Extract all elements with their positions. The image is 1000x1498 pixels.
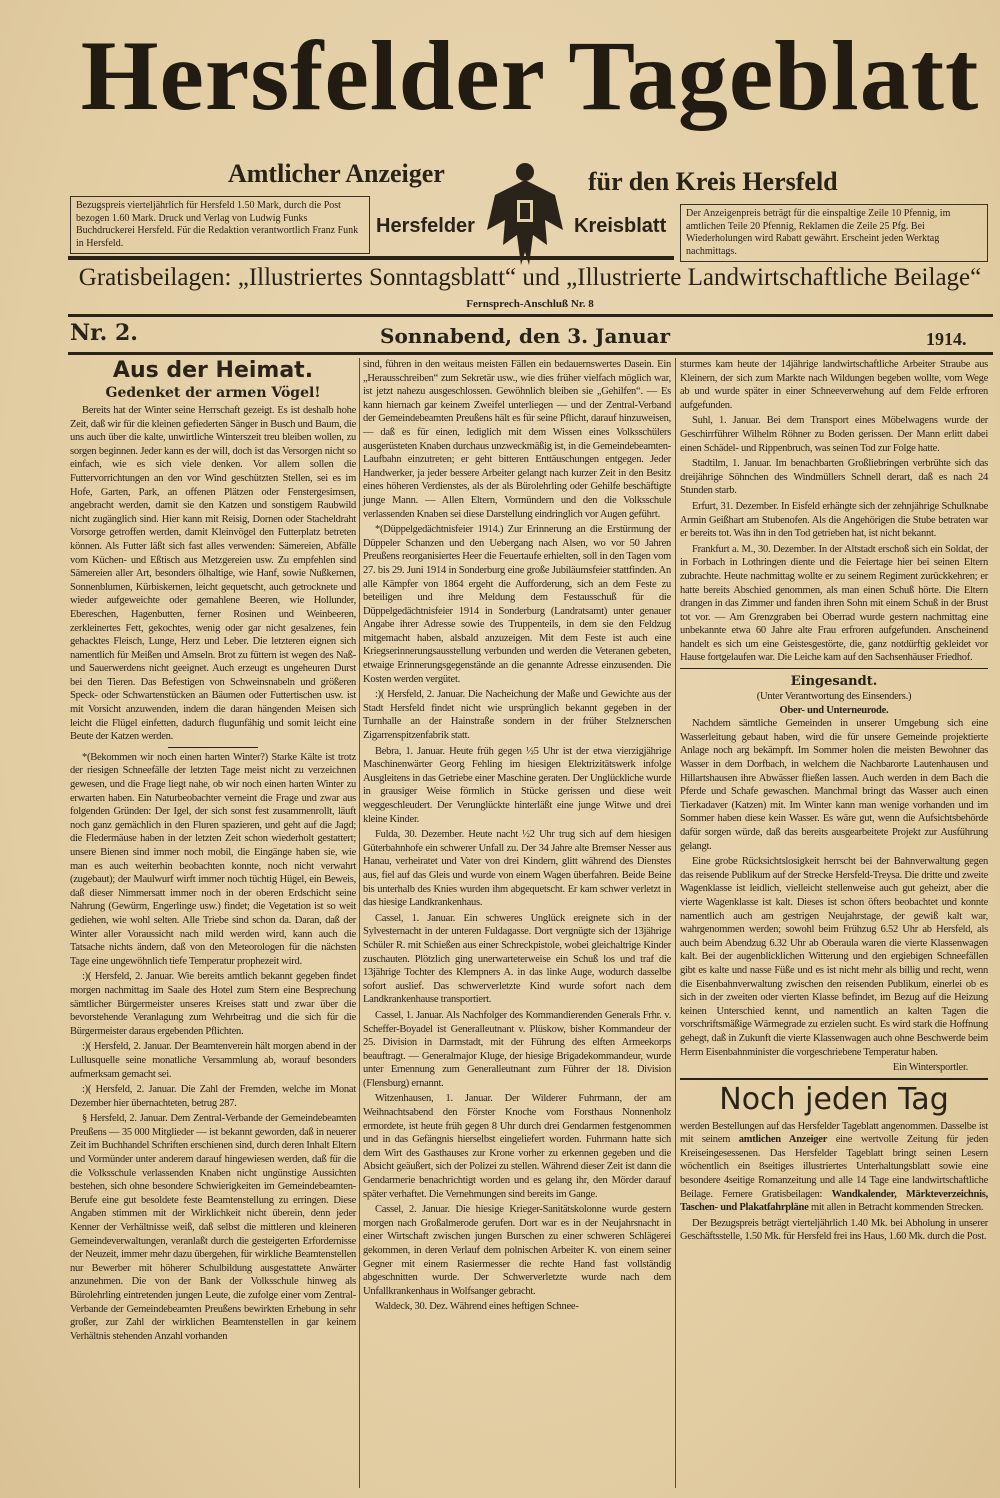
- separator: [680, 1078, 988, 1080]
- article-paragraph: Cassel, 2. Januar. Die hiesige Krieger-Sanitätskolonne wurde gestern morgen nach Großalmerode gerufen. Dort war es in der Neujahrsnacht in einer Wirtschaft zwischen jungen Burschen zu einer schweren Schlägerei gekommen, in deren Verlauf dem polnischen Arbeiter K. von einem seiner Gegner mit einem Rasiermesser die rechte Hand fast vollständig abgeschnitten wurde. Der Schwerverletzte wurde nach dem Unfallkrankenhaus in Wolfsanger gebracht.: [363, 1204, 671, 1297]
- separator: [680, 668, 988, 669]
- article-paragraph: :)( Hersfeld, 2. Januar. Wie bereits amtlich bekannt gegeben findet morgen nachmittag im Saale des Hotel zum Stern eine Besprechung sämtlicher Bürgermeister unseres Kreises statt und zwar über die bevorstehende Veranlagung zum Wehrbeitrag und die sich für die Bürgermeister daraus ergebenden Pflichten.: [70, 971, 356, 1037]
- column-divider: [675, 358, 676, 1488]
- issue-date: Sonnabend, den 3. Januar: [380, 324, 671, 348]
- article-paragraph: Erfurt, 31. Dezember. In Eisfeld erhängte sich der zehnjährige Schulknabe Armin Geißhart am Stubenofen. Als die Angehörigen die Stube betraten war er bereits tot. Was ihn in den Tod getrieben hat, ist nicht bekannt.: [680, 500, 988, 540]
- article-paragraph: Cassel, 1. Januar. Als Nachfolger des Kommandierenden Generals Frhr. v. Scheffer-Boyadel ist Generalleutnant v. Plüskow, bisher Kommandeur der 25. Division in Darmstadt, mit der Führung des elften Armeekorps beauftragt. — Generalmajor Kluge, der hiesige Brigadekommandeur, wurde unter Ernennung zum Generalleutnant zum Führer der 18. Division (Flensburg) ernannt.: [363, 1009, 671, 1089]
- emblem-label-left: Hersfelder: [376, 215, 475, 237]
- column-divider: [359, 358, 360, 1488]
- telephone-line: Fernsprech-Anschluß Nr. 8: [466, 298, 594, 310]
- advert-heading: Noch jeden Tag: [719, 1081, 949, 1117]
- issue-year: 1914.: [926, 329, 967, 349]
- eingesandt-place: Ober- und Unterneurode.: [779, 704, 889, 716]
- eingesandt-heading: Eingesandt.: [790, 674, 878, 690]
- article-paragraph: Witzenhausen, 1. Januar. Der Wilderer Fuhrmann, der am Weihnachtsabend den Förster Knoche vom Forsthaus Nonnenholz ermordete, ist heute früh gegen 8 Uhr durch drei Gendarmen festgenommen und in das Gefängnis hierselbst eingeliefert worden. Fuhrmann hatte sich dem Wirt des Gasthauses zur Krone vorher zu erkennen gegeben und die Absicht geäußert, sich der Polizei zu stellen. Während dieser Zeit ist dann die Gendarmerie benachrichtigt worden und es gelang ihr, den Mörder darauf später verhaftet. Die Vernehmungen sind bereits im Gange.: [363, 1093, 671, 1200]
- article-paragraph: *(Düppelgedächtnisfeier 1914.) Zur Erinnerung an die Erstürmung der Düppeler Schanzen und den Uebergang nach Alsen, wo vor 50 Jahren Preußens reorganisiertes Heer die Feuertaufe erhielten, soll in den Tagen vom 27. bis 29. Juni 1914 in Sonderburg eine große Jubiläumsfeier stattfinden. An alle Kämpfer von 1864 ergeht die Aufforderung, sich an dem Feste zu beteiligen und ihre Meldung dem Festausschuß für die Düppelgedächtnisfeier 1914 in Sonderburg (Landratsamt) unter genauer Angabe ihrer Adresse sowie des Truppenteils, in dem sie den Feldzug mitgemacht haben, alsbald anzuzeigen. Mit dem Feste ist auch eine Kriegserinnerungsausstellung verbunden und werden die Veteranen gebeten, etwaige Erinnerungsgegenstände an die genannte Adresse einzusenden. Die Kosten werden vergütet.: [363, 524, 671, 685]
- header-rule: [68, 314, 993, 317]
- article-paragraph: Nachdem sämtliche Gemeinden in unserer Umgebung sich eine Wasserleitung gebaut haben, wird die für unsere Gemeinde projektierte Anlage noch arg bekämpft. Im Sommer holen die meisten Bewohner das Wasser in dem Dorfbach, in welchem die Nachbarorte Lautenhausen und Hillartshausen ihre Abwässer fließen lassen. Auch werden in dem Bach die Pferde und Schafe gewaschen. Manchmal bringt das Wasser auch einen Tierkadaver (Katzen) mit. Im Winter kann man wenige vorhanden und im Sommer haben diese kein Wasser. Es wäre gut, wenn die Aufsichtsbehörde dafür sorgen würde, daß das bereits ausgearbeitete Projekt zur Ausführung gelangt.: [680, 718, 988, 852]
- article-paragraph: Eine grobe Rücksichtslosigkeit herrscht bei der Bahnverwaltung gegen das reisende Publikum auf der Strecke Hersfeld-Treysa. Die dritte und zweite Wagenklasse ist leidlich, vielleicht stellenweise auch gut geheizt, aber die vierte Wagenklasse ist kalt. Dieses ist schon öfters beobachtet und konnte namentlich auch am gestrigen Neujahrstage, der gewiß kalt war, wahrgenommen werden; sowohl beim Frühzug 6.52 Uhr ab Hersfeld, als auch beim Abendzug 6.32 Uhr ab Oberaula waren die vierte Klassenwagen kalt. Bei der augenblicklichen Witterung und den ergiebigen Schneefällen gibt es kalte und nasse Füße und es ist nicht mehr als billig und recht, wenn die Eisenbahnverwaltung zwischen den reisenden Publikum, einerlei ob es sich in der zweiten oder vierten Klasse befindet, im Bezug auf die Heizung keinen Unterschied kennt, und namentlich an kalten Tagen die vorschriftsmäßige Wärmegrade zu erzielen sucht. Es wird stark die Hoffnung gehegt, daß in Zukunft die vierte Klassenwagen auch ohne Beschwerde beim Herrn Eisenbahnminister die vorgeschriebene Temperatur haben.: [680, 856, 988, 1058]
- article-paragraph: Suhl, 1. Januar. Bei dem Transport eines Möbelwagens wurde der Geschirrführer Wilhelm Röhner zu Boden gerissen. Der Mann erlitt dabei einen Schädel- und Rippenbruch, was seinen Tod zur Folge hatte.: [680, 415, 988, 454]
- column-1: [70, 358, 356, 1345]
- subtitle-left: Amtlicher Anzeiger: [228, 159, 445, 188]
- advert-text-bold: amtlichen Anzeiger: [738, 1134, 828, 1146]
- article-paragraph: Cassel, 1. Januar. Ein schweres Unglück ereignete sich in der Sylvesternacht in der unteren Fuldagasse. Dort vergnügte sich der 13jährige Schüler R. mit Schießen aus einer Schreckpistole, wobei gleichaltrige Kinder zuschauten. Plötzlich ging unerwarteterweise ein Schuß los und traf die 13jährige Tochter des Klempners A. in das linke Auge, wodurch dasselbe sofort auslief. Das schwerverletzte Kind wurde sofort nach dem Landkrankenhause transportiert.: [363, 912, 671, 1006]
- advert-text: mit allen in Betracht kommenden Strecken.: [808, 1202, 984, 1214]
- advert-text: eine wertvolle Zeitung für jeden Kreiseingesessenen. Das Hersfelder Tageblatt bringt seinen Lesern wöchentlich ein 8seitiges illustriertes Unterhaltungsblatt sowie eine besondere 4seitige Romanzeitung und alle 14 Tage eine landwirtschaftliche Beilage. Fernere Gratisbeilagen:: [680, 1134, 989, 1200]
- article-paragraph: :)( Hersfeld, 2. Januar. Der Beamtenverein hält morgen abend in der Lullusquelle seine monatliche Versammlung ab, worauf besonders aufmerksam gemacht sei.: [70, 1041, 356, 1080]
- column-2: [363, 358, 671, 1316]
- article-title: Gedenket der armen Vögel!: [105, 385, 321, 401]
- article-paragraph: :)( Hersfeld, 2. Januar. Die Nacheichung der Maße und Gewichte aus der Stadt Hersfeld findet nicht wie ursprünglich bekannt gegeben in der Turnhalle an der Hainstraße sondern in der früher Stelznerschen Zigarrenspitzenfabrik statt.: [363, 689, 671, 742]
- advert-price-box: Der Anzeigenpreis beträgt für die einspaltige Zeile 10 Pfennig, im amtlichen Teile 20 Pfennig, Reklamen die Zeile 25 Pfg. Bei Wiederholungen wird Rabatt gewährt. Erscheint jeden Werktag nachmittags.: [680, 204, 988, 262]
- header-rule: [68, 352, 993, 355]
- column-3: [680, 358, 988, 1246]
- separator: [168, 747, 258, 748]
- article-paragraph: Bereits hat der Winter seine Herrschaft gezeigt. Es ist deshalb hohe Zeit, daß wir für die kleinen gefiederten Sänger in Busch und Baum, die uns auch über die kalte, unwirtliche Winterszeit treu bleiben wollen, zu sorgen beginnen. Jeder kann es der will, doch ist das Versorgen nicht so einfach, wie es sich viele denken. Vor allem sollen die Futtervorrichtungen an den vor Wind geschützten Stellen, sei es im Hofe, Garten, Park, an offenen Plätzen oder Fenstergesimsen, angebracht werden, damit sie den Katzen und sonstigem Raubwild nicht zugänglich sind. Hier kann mit Reisig, Dornen oder Stacheldraht Vorsorge getroffen werden, damit Kleinvögel den Futterplatz betreten können. Als Futter läßt sich fast alles verwenden: Sämereien, Abfälle vom Küchen- und Eßtisch aus Metzgereien usw. Zu empfehlen sind Sämereien aller Art, besonders ölhaltige, wie Hanf, sowie Nußkernen, Sonnenblumen, Kürbiskernen, leicht gequetscht, auch getrocknete und wieder aufgeweichte oder gemahlene Beeren, wie Hollunder, Ebereschen, Hagenbutten, ferner Rosinen und Weinbeeren, zerkleinertes Fett, gekochtes, wenig oder gar nicht gesalzenes, fein gehacktes Fleisch, Lunge, Herz und Leber. Die letzteren eignen sich namentlich für Meißen und Amseln. Brot zu füttern ist wegen des Naß- und Sauerwerdens nicht geeignet. Auch erzeugt es ungeheuren Durst bei den Tieren. Das Befestigen von Schweinsnabeln und größeren Speck- oder Schwartenstücken an Bäumen oder Futtertischen usw. ist mit Vorsicht anzuwenden, indem die daran hängenden Meisen sich leicht die Flügel einfetten, dadurch flugunfähig und somit leicht eine Beute der Katzen werden.: [70, 405, 356, 743]
- article-paragraph: sturmes kam heute der 14jährige landwirtschaftliche Arbeiter Straube aus Kleinern, der sich zum Markte nach Wildungen begeben wollte, vom Wege ab und wurde später in einer Schneeverwehung auf dem Felde erfroren aufgefunden.: [680, 359, 988, 411]
- section-heading: Aus der Heimat.: [112, 358, 314, 383]
- header-rule: [68, 256, 674, 260]
- article-paragraph: Frankfurt a. M., 30. Dezember. In der Altstadt erschoß sich ein Soldat, der in Forbach in Lothringen diente und die Feiertage hier bei seinen Eltern zubrachte. Heute nachmittag wollte er zu seinem Regiment zurückkehren; er hatte bereits Abschied genommen, als man einen Schuß hörte. Die Eltern drangen in das Zimmer und fanden ihren Sohn mit einem Schuß in der Brust tot vor. — Am Grenzgraben bei Oberrad wurde gestern nachmittag eine unbekannte etwa 60 Jahre alte Frau erfroren aufgefunden. Anscheinend handelt es sich um eine Geistesgestörte, die, ganz notdürftig gekleidet vor Hause fortgelaufen war. Die Leiche kam auf den Sachsenhäuser Friedhof.: [680, 543, 988, 664]
- article-paragraph: Waldeck, 30. Dez. Während eines heftigen Schnee-: [375, 1301, 579, 1313]
- subscription-advert: [680, 1082, 988, 1244]
- advert-text: werden Bestellungen auf das Hersfelder Tageblatt angenommen. Dasselbe ist mit seinem: [680, 1120, 988, 1146]
- subscription-box: Bezugspreis vierteljährlich für Hersfeld 1.50 Mark, durch die Post bezogen 1.60 Mark. Druck und Verlag von Ludwig Funks Buchdruckerei Hersfeld. Für die Redaktion verantwortlich Franz Funk in Hersfeld.: [70, 196, 370, 254]
- issue-number: Nr. 2.: [70, 320, 138, 346]
- eingesandt-note: (Unter Verantwortung des Einsenders.): [756, 691, 912, 703]
- article-paragraph: Stadtilm, 1. Januar. Im benachbarten Großliebringen verbrühte sich das dreijährige Söhnchen des Windmüllers Schnell derart, daß es nach 24 Stunden starb.: [680, 458, 988, 497]
- article-paragraph: :)( Hersfeld, 2. Januar. Die Zahl der Fremden, welche im Monat Dezember hier übernachteten, betrug 287.: [70, 1084, 356, 1109]
- article-paragraph: Fulda, 30. Dezember. Heute nacht ½2 Uhr trug sich auf dem hiesigen Güterbahnhofe ein schwerer Unfall zu. Der 34 Jahre alte Bremser Nesser aus Hanau, verheiratet und Vater von drei Kindern, glitt während des Dienstes aus, fiel auf das Gleis und wurde von einem Wagen überfahren. Beide Beine bis unterhalb des Knies wurden ihm abgequetscht. Er kam schwer verletzt in das hiesige Landkrankenhaus.: [363, 829, 671, 909]
- advert-text-bold: Wandkalender, Märkteverzeichnis, Taschen- und Plakatfahrpläne: [680, 1188, 988, 1214]
- article-paragraph: § Hersfeld, 2. Januar. Dem Zentral-Verbande der Gemeindebeamten Preußens — 35 000 Mitglieder — ist bekannt geworden, daß in neuerer Zeit im Buchhandel Schriften erschienen sind, durch deren Inhalt Eltern und Vormünder unter anderem darauf hingewiesen werden, daß für die die Volksschule verlassenden Knaben nicht ungünstige Aussichten bestehen, sich ohne besondere Schwierigkeiten im Gemeindebeamten-Berufe eine gut besoldete feste Beamtenstellung zu erringen. Diese Angaben stimmen mit der Wirklichkeit nicht überein, denn jeder Kenner der Verhältnisse weiß, daß selbst die mittleren und kleineren Gemeindeverwaltungen, veranlaßt durch die gesteigerten Erfordernisse der Neuzeit, immer mehr dazu übergehen, für wirkliche Beamtenstellen nur Bewerber mit höherer Schulbildung ausgestattete Anwärter anzunehmen. Die von der Bank der Volksschule hinweg als Bürolehrling eintretenden jungen Leute, die zufolge einer vom Zentral-Verbande der Gemeindebeamten Preußens bewirkten Erhebung in sehr großer, zur Zahl der wirklichen Beamtenstellen in gar keinem Verhältnis stehenden Anzahl vorhanden: [70, 1113, 356, 1342]
- article-paragraph: Bebra, 1. Januar. Heute früh gegen ½5 Uhr ist der etwa vierzigjährige Maschinenwärter Georg Fehling im hiesigen Elektrizitätswerk infolge Ausgleitens in das Getriebe einer Maschine geraten. Der Unglückliche wurde in grausiger Weise förmlich in Stücke gerissen und diese weit weggeschleudert. Der Verunglückte hinterläßt eine junge Witwe und drei kleine Kinder.: [363, 745, 671, 825]
- article-paragraph: sind, führen in den weitaus meisten Fällen ein bedauernswertes Dasein. Ein „Herausschreiben“ zum Sekretär usw., wie dies früher vielfach möglich war, ist jetzt nahezu ausgeschlossen. Gewöhnlich bleiben sie „Gehilfen“. — Es kann hiernach gar keinem Zweifel unterliegen — und der Zentral-Verband der Gemeindebeamten Preußens hält es für seine Pflicht, darauf hinzuweisen, — daß es für einen, lediglich mit dem Wissen eines Volksschülers ausgerüsteten Knaben durchaus unzweckmäßig ist, in die Gemeindebeamten-Laufbahn einzutreten; er geht bitteren Enttäuschungen entgegen. Jeder Handwerker, ja jeder bessere Arbeiter gelangt nach kurzer Zeit in den Besitz eines höheren Verdienstes, als der als Bürolehrling oder Gehilfe beschäftigte junge Mann. — Allen Eltern, Vormündern und den die Volksschule verlassenden Knaben sei diese Darstellung eindringlich vor Augen geführt.: [363, 359, 671, 520]
- article-paragraph: *(Bekommen wir noch einen harten Winter?) Starke Kälte ist trotz der riesigen Schneefälle der letzten Tage meist nicht zu verzeichnen gewesen, und die Frage liegt nahe, ob wir noch einen harten Winter zu erwarten haben. Ein Naturbeobachter verneint die Frage und zwar aus folgenden Gründen: Der Igel, der sich sonst fest zusammenrollt, läuft noch ganz gemächlich in den Fluren spazieren, und geht auf die Jagd; die Fledermäuse haben in der letzten Zeit schon wiederholt gestattert; unsere Bienen sind immer noch mobil, die Eingänge haben sie, wie man es auch weiterhin beobachten konnte, noch nicht verwahrt (zugebaut); der Maulwurf wirft immer noch tüchtig Hügel, ein Beweis, daß dieser Nimmersatt immer noch in der oberen Erdschicht seine Nahrung (Gewürm, Engerlinge usw.) findet; die Vegetation ist so weit gediehen, wie wohl selten. Alle Triebe sind schon da. Daran, daß der Winter aller Voraussicht nach mild werden wird, kann auch die Tatsache nichts ändern, daß von den Meteorologen für die nächsten Tage eine ungewöhnlich tiefe Temperatur prophezeit wird.: [70, 751, 356, 967]
- emblem-label-right: Kreisblatt: [574, 215, 667, 237]
- advert-paragraph: [680, 1120, 988, 1215]
- subtitle-right: für den Kreis Hersfeld: [588, 167, 838, 196]
- imperial-eagle-icon: [485, 160, 565, 270]
- signature: Ein Wintersportler.: [892, 1062, 968, 1074]
- masthead-title: Hersfelder Tageblatt: [80, 20, 980, 131]
- supplements-line: Gratisbeilagen: „Illustriertes Sonntagsblatt“ und „Illustrierte Landwirtschaftliche Beilage“: [78, 264, 982, 291]
- advert-paragraph: Der Bezugspreis beträgt vierteljährlich 1.40 Mk. bei Abholung in unserer Geschäftsstelle, 1.50 Mk. für Hersfeld frei ins Haus, 1.60 Mk. durch die Post.: [680, 1217, 988, 1243]
